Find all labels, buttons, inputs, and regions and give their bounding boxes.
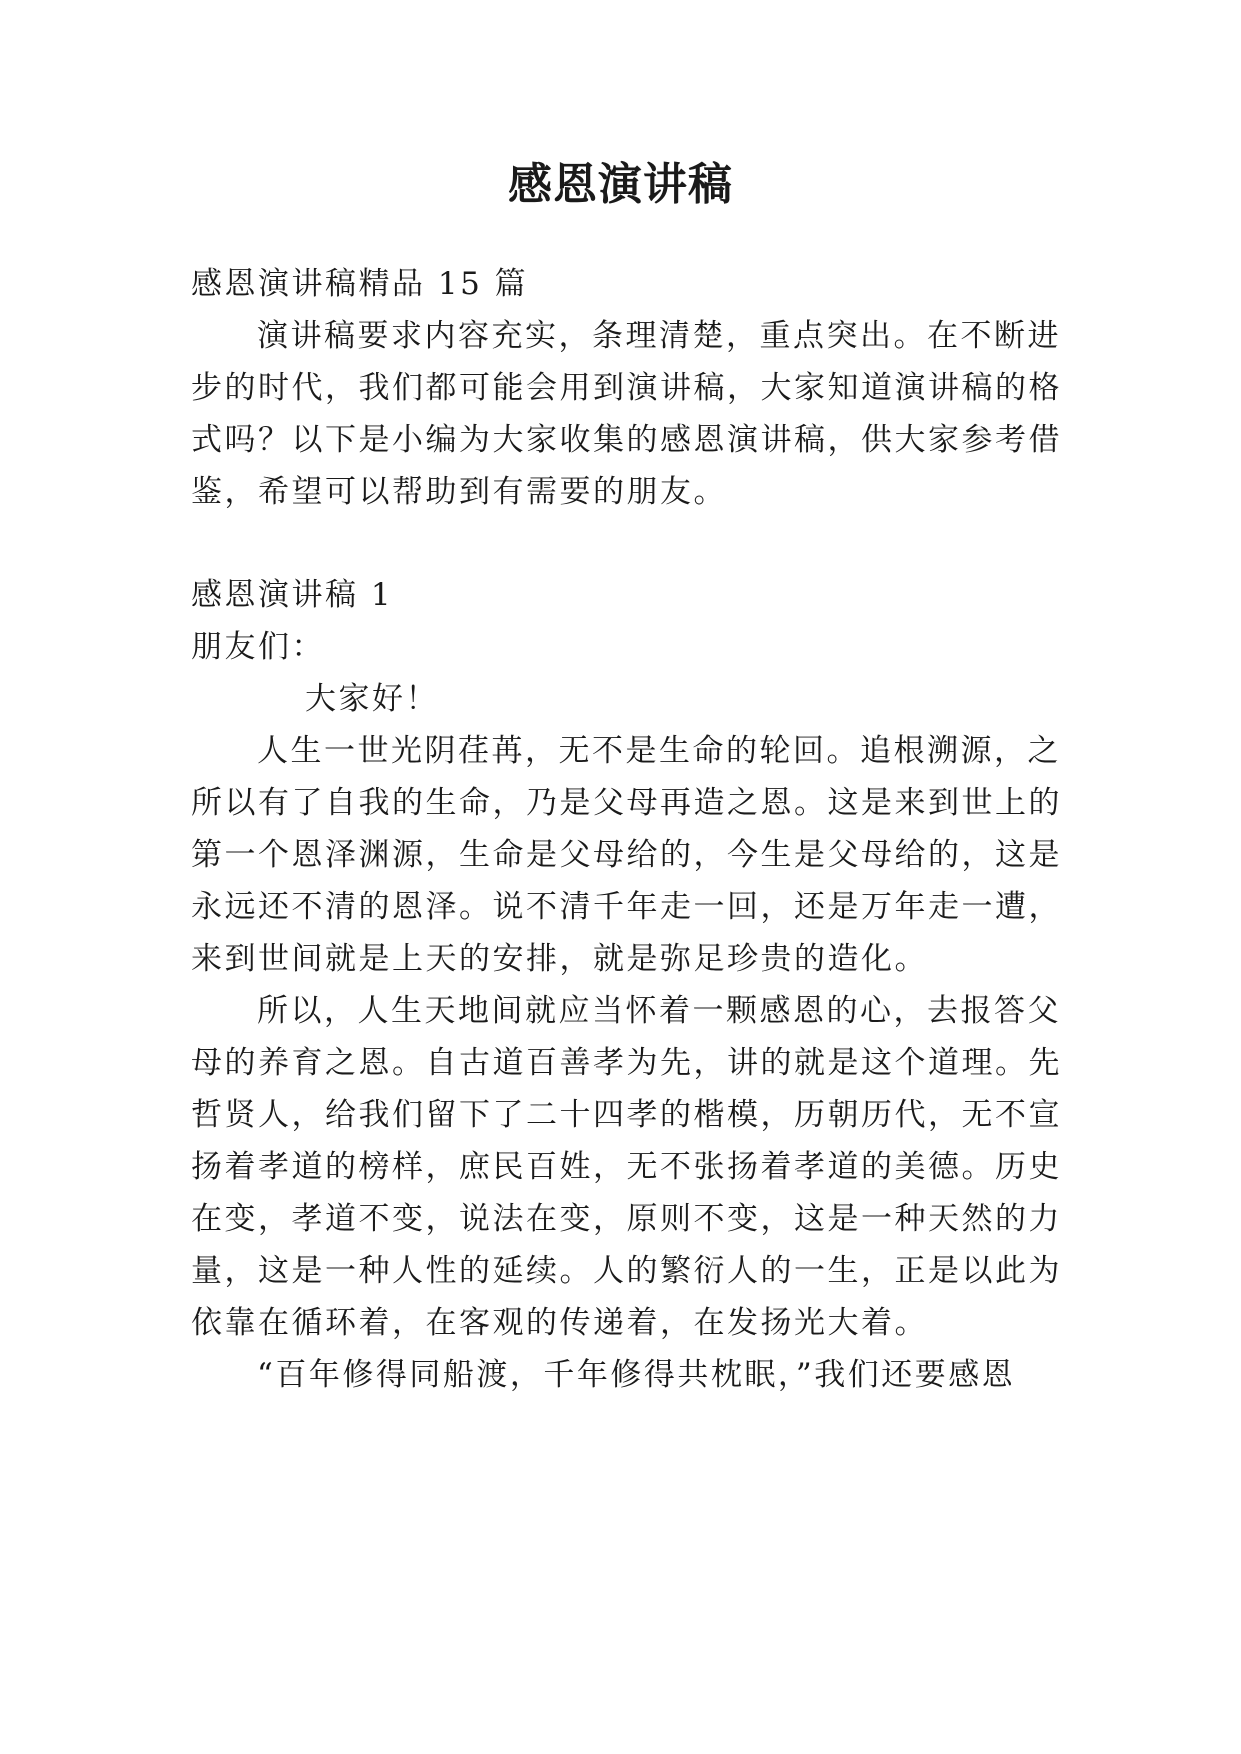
paragraph-line: 永远还不清的恩泽。说不清千年走一回，还是万年走一遭， [191,889,1062,925]
intro-line: 步的时代，我们都可能会用到演讲稿，大家知道演讲稿的格 [191,370,1062,406]
document-subtitle: 感恩演讲稿精品 15 篇 [191,266,529,302]
intro-line: 鉴，希望可以帮助到有需要的朋友。 [191,474,727,510]
paragraph-line: 母的养育之恩。自古道百善孝为先，讲的就是这个道理。先 [191,1045,1062,1081]
paragraph-line: 第一个恩泽渊源，生命是父母给的，今生是父母给的，这是 [191,837,1062,873]
paragraph-line: “百年修得同船渡，千年修得共枕眠，”我们还要感恩 [257,1357,1016,1393]
document-title: 感恩演讲稿 [508,159,733,210]
paragraph-line: 所以有了自我的生命，乃是父母再造之恩。这是来到世上的 [191,785,1062,821]
salutation: 朋友们： [191,629,325,665]
paragraph-line: 来到世间就是上天的安排，就是弥足珍贵的造化。 [191,941,928,977]
intro-line: 演讲稿要求内容充实，条理清楚，重点突出。在不断进 [257,318,1061,354]
paragraph-line: 扬着孝道的榜样，庶民百姓，无不张扬着孝道的美德。历史 [191,1149,1062,1185]
greeting: 大家好！ [305,681,439,717]
paragraph-line: 依靠在循环着，在客观的传递着，在发扬光大着。 [191,1305,928,1341]
paragraph-line: 在变，孝道不变，说法在变，原则不变，这是一种天然的力 [191,1201,1062,1237]
paragraph-line: 哲贤人，给我们留下了二十四孝的楷模，历朝历代，无不宣 [191,1097,1062,1133]
paragraph-line: 量，这是一种人性的延续。人的繁衍人的一生，正是以此为 [191,1253,1062,1289]
section-heading: 感恩演讲稿 1 [191,577,394,613]
paragraph-line: 所以，人生天地间就应当怀着一颗感恩的心，去报答父 [257,993,1061,1029]
intro-line: 式吗？以下是小编为大家收集的感恩演讲稿，供大家参考借 [191,422,1062,458]
paragraph-line: 人生一世光阴荏苒，无不是生命的轮回。追根溯源，之 [257,733,1061,769]
